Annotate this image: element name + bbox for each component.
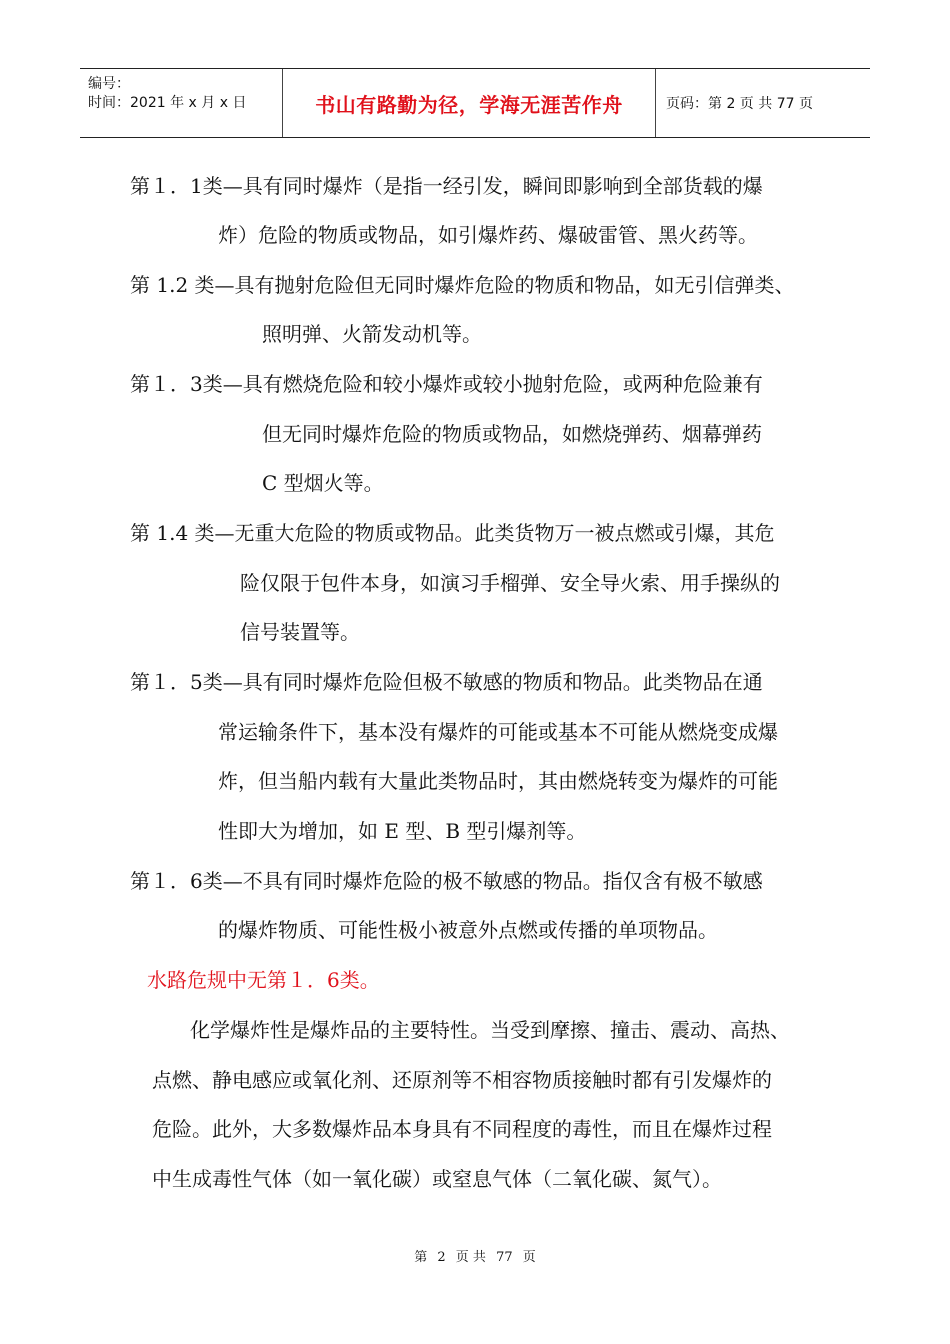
para-1-line-1: 第１．1类—具有同时爆炸（是指一经引发，瞬间即影响到全部货载的爆 bbox=[130, 174, 763, 198]
footer-prefix: 第 bbox=[414, 1250, 428, 1265]
body-line-4: 中生成毒性气体（如一氧化碳）或窒息气体（二氧化碳、氮气）。 bbox=[152, 1167, 722, 1191]
body-line-3: 危险。此外，大多数爆炸品本身具有不同程度的毒性，而且在爆炸过程 bbox=[152, 1117, 772, 1141]
number-label: 编号： bbox=[88, 76, 130, 92]
para-5-line-3: 炸，但当船内载有大量此类物品时，其由燃烧转变为爆炸的可能 bbox=[218, 769, 778, 793]
para-5-line-4: 性即大为增加，如 E 型、B 型引爆剂等。 bbox=[218, 819, 587, 843]
para-2-line-1: 第 1.2 类—具有抛射危险但无同时爆炸危险的物质和物品，如无引信弹类、 bbox=[130, 273, 795, 297]
header-page-info: 页码：第 2 页 共 77 页 bbox=[666, 96, 813, 112]
footer-suffix: 页 bbox=[522, 1250, 536, 1265]
para-5-line-2: 常运输条件下，基本没有爆炸的可能或基本不可能从燃烧变成爆 bbox=[218, 720, 778, 744]
body-line-2: 点燃、静电感应或氧化剂、还原剂等不相容物质接触时都有引发爆炸的 bbox=[152, 1068, 772, 1092]
footer-page-number: 2 bbox=[437, 1250, 446, 1265]
page-header bbox=[80, 68, 870, 138]
footer-total-pages: 77 bbox=[496, 1250, 513, 1265]
para-4-line-1: 第 1.4 类—无重大危险的物质或物品。此类货物万一被点燃或引爆，其危 bbox=[130, 521, 775, 545]
header-meta bbox=[80, 69, 283, 137]
para-5-line-1: 第１．5类—具有同时爆炸危险但极不敏感的物质和物品。此类物品在通 bbox=[130, 670, 763, 694]
para-3-line-1: 第１．3类—具有燃烧危险和较小爆炸或较小抛射危险，或两种危险兼有 bbox=[130, 372, 763, 396]
footer-mid: 页 共 bbox=[455, 1250, 486, 1265]
para-3-line-3: C 型烟火等。 bbox=[262, 471, 384, 495]
para-1-line-2: 炸）危险的物质或物品，如引爆炸药、爆破雷管、黑火药等。 bbox=[218, 223, 758, 247]
para-2-line-2: 照明弹、火箭发动机等。 bbox=[262, 322, 482, 346]
para-4-line-2: 险仅限于包件本身，如演习手榴弹、安全导火索、用手操纵的 bbox=[240, 571, 780, 595]
page-footer bbox=[0, 1246, 950, 1265]
header-motto: 书山有路勤为径，学海无涯苦作舟 bbox=[283, 69, 656, 137]
body-line-1: 化学爆炸性是爆炸品的主要特性。当受到摩擦、撞击、震动、高热、 bbox=[190, 1018, 790, 1042]
note-line: 水路危规中无第１．6类。 bbox=[147, 968, 380, 992]
time-label: 时间：2021 年 x 月 x 日 bbox=[88, 95, 247, 111]
para-6-line-1: 第１．6类—不具有同时爆炸危险的极不敏感的物品。指仅含有极不敏感 bbox=[130, 869, 763, 893]
para-4-line-3: 信号装置等。 bbox=[240, 620, 360, 644]
para-3-line-2: 但无同时爆炸危险的物质或物品，如燃烧弹药、烟幕弹药 bbox=[262, 422, 762, 446]
para-6-line-2: 的爆炸物质、可能性极小被意外点燃或传播的单项物品。 bbox=[218, 918, 718, 942]
